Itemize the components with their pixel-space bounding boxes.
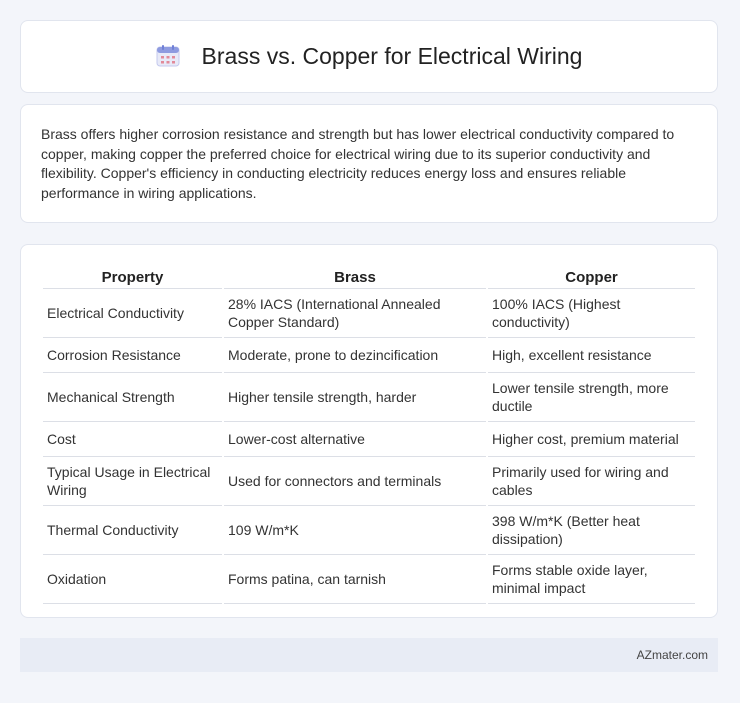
table-row: [43, 555, 695, 604]
comparison-table-card: [20, 244, 718, 618]
property-cell: Typical Usage in Electrical Wiring: [43, 457, 222, 506]
description-card: [20, 104, 718, 223]
column-header-copper: Copper: [488, 266, 695, 289]
column-header-property: Property: [43, 266, 222, 289]
copper-cell: Forms stable oxide layer, minimal impact: [488, 555, 695, 604]
brass-cell: Moderate, prone to dezincification: [224, 338, 486, 373]
property-cell: Thermal Conductivity: [43, 506, 222, 555]
copper-cell: High, excellent resistance: [488, 338, 695, 373]
property-cell: Mechanical Strength: [43, 373, 222, 422]
table-row: [43, 422, 695, 457]
copper-cell: Primarily used for wiring and cables: [488, 457, 695, 506]
copper-cell: 100% IACS (Highest conductivity): [488, 289, 695, 338]
brass-cell: Forms patina, can tarnish: [224, 555, 486, 604]
copper-cell: Higher cost, premium material: [488, 422, 695, 457]
table-row: [43, 289, 695, 338]
page-title: Brass vs. Copper for Electrical Wiring: [201, 43, 583, 69]
column-header-brass: Brass: [224, 266, 486, 289]
property-cell: Electrical Conductivity: [43, 289, 222, 338]
footer: [20, 638, 718, 672]
brass-cell: 28% IACS (International Annealed Copper Standard): [224, 289, 486, 338]
copper-cell: 398 W/m*K (Better heat dissipation): [488, 506, 695, 555]
calendar-icon: [156, 45, 180, 67]
copper-cell: Lower tensile strength, more ductile: [488, 373, 695, 422]
table-row: [43, 506, 695, 555]
property-cell: Oxidation: [43, 555, 222, 604]
property-cell: Cost: [43, 422, 222, 457]
description-text: Brass offers higher corrosion resistance and strength but has lower electrical conductivity compared to copper, making copper the preferred choice for electrical wiring due to its superior conductivity and flexibility. Copper's efficiency in conducting electricity reduces energy loss and ensures reliable performance in wiring applications.: [41, 126, 675, 201]
table-row: [43, 457, 695, 506]
footer-credit: AZmater.com: [636, 648, 708, 662]
table-row: [43, 338, 695, 373]
table-row: [43, 373, 695, 422]
comparison-table: [41, 266, 697, 604]
title-card: [20, 20, 718, 93]
brass-cell: Higher tensile strength, harder: [224, 373, 486, 422]
property-cell: Corrosion Resistance: [43, 338, 222, 373]
table-header-row: [43, 266, 695, 289]
brass-cell: 109 W/m*K: [224, 506, 486, 555]
brass-cell: Lower-cost alternative: [224, 422, 486, 457]
brass-cell: Used for connectors and terminals: [224, 457, 486, 506]
